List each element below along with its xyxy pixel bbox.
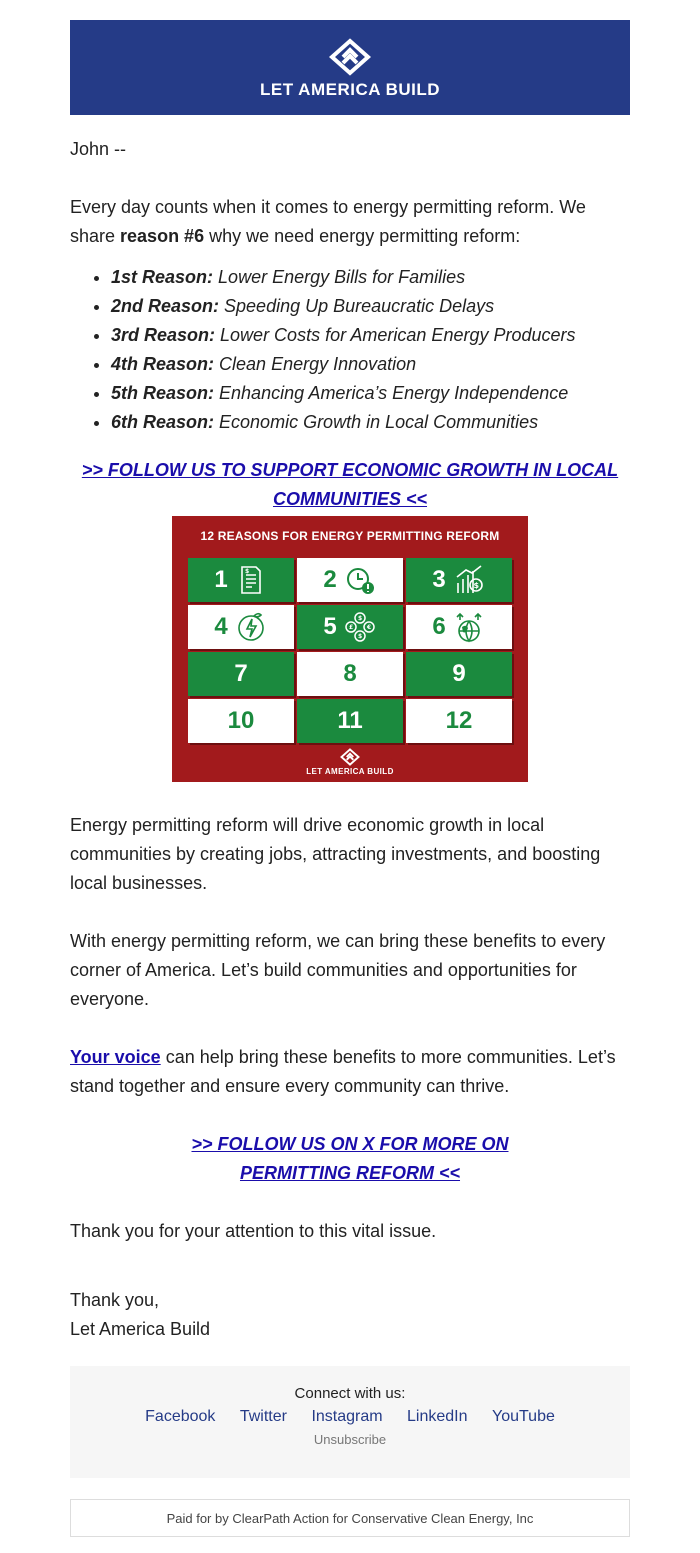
cell-number: 2 (323, 566, 337, 593)
greeting: John -- (70, 139, 127, 159)
linkedin-link[interactable]: LinkedIn (407, 1408, 468, 1425)
footer (70, 1366, 630, 1478)
paragraph-benefits: With energy permitting reform, we can bring these benefits to every corner of America. Let’s build communities and opportunities for everyone. (70, 931, 606, 1009)
svg-text:$: $ (473, 581, 479, 590)
reason-text: Lower Costs for American Energy Producers (215, 325, 576, 345)
twitter-link[interactable]: Twitter (239, 1408, 287, 1425)
infographic-cell (406, 605, 512, 649)
paragraph-economic-growth: Energy permitting reform will drive economic growth in local communities by creating jobs, attracting investments, and boosting local businesses. (70, 815, 601, 893)
reason-text: Clean Energy Innovation (214, 354, 417, 374)
list-item (111, 292, 630, 321)
reason-label: 1st Reason: (111, 267, 214, 287)
intro-bold: reason #6 (120, 226, 205, 246)
facebook-link[interactable]: Facebook (145, 1408, 216, 1425)
reason-text: Speeding Up Bureaucratic Delays (219, 296, 495, 316)
currency-coins-icon (343, 610, 377, 644)
reason-label: 2nd Reason: (111, 296, 220, 316)
reason-text: Enhancing America’s Energy Independence (214, 383, 569, 403)
signoff-line1: Thank you, (70, 1290, 160, 1310)
growth-chart-icon (452, 563, 486, 597)
header-brand: LET AMERICA BUILD (259, 79, 441, 99)
intro-paragraph (70, 193, 630, 251)
intro-text-before: Every day counts when it comes to energy permitting reform. We share (70, 197, 586, 246)
closing-text: Thank you for your attention to this vital issue. (70, 1221, 437, 1241)
cell-number: 11 (337, 707, 363, 734)
bill-document-icon (234, 563, 268, 597)
svg-text:$: $ (357, 615, 362, 622)
infographic-cell (406, 558, 512, 602)
infographic-cell (406, 652, 512, 696)
cell-number: 6 (432, 613, 446, 640)
reason-label: 5th Reason: (111, 383, 215, 403)
reason-label: 4th Reason: (111, 354, 215, 374)
reason-label: 3rd Reason: (111, 325, 216, 345)
paid-for-disclaimer: Paid for by ClearPath Action for Conservative Clean Energy, Inc (70, 1499, 630, 1537)
email-body (70, 20, 630, 1537)
cell-number: 1 (214, 566, 228, 593)
reasons-infographic[interactable] (172, 516, 528, 782)
infographic-title: 12 REASONS FOR ENERGY PERMITTING REFORM (200, 529, 500, 543)
infographic-cell (188, 652, 294, 696)
youtube-link[interactable]: YouTube (491, 1408, 555, 1425)
header-banner (70, 20, 630, 115)
your-voice-link[interactable]: Your voice (70, 1047, 161, 1067)
infographic-cell (297, 652, 403, 696)
list-item (111, 321, 630, 350)
signoff (70, 1286, 630, 1344)
your-voice-text: can help bring these benefits to more communities. Let’s stand together and ensure every community can thrive. (70, 1047, 616, 1096)
list-item (111, 350, 630, 379)
svg-text:£: £ (348, 624, 353, 631)
follow-x-line1: >> FOLLOW US ON X FOR MORE ON (191, 1134, 509, 1154)
instagram-link[interactable]: Instagram (311, 1408, 383, 1425)
cell-number: 12 (445, 707, 473, 734)
svg-text:$: $ (244, 568, 249, 575)
social-links (70, 1408, 630, 1426)
globe-growth-icon (452, 610, 486, 644)
clean-energy-icon (234, 610, 268, 644)
infographic-cell (406, 699, 512, 743)
infographic-cell (297, 558, 403, 602)
clock-alert-icon (343, 563, 377, 597)
reasons-list (70, 263, 630, 437)
reason-label: 6th Reason: (111, 412, 215, 432)
infographic-cell (188, 605, 294, 649)
unsubscribe-link[interactable]: Unsubscribe (313, 1432, 387, 1447)
cell-number: 4 (214, 613, 228, 640)
intro-text-after: why we need energy permitting reform: (204, 226, 521, 246)
cell-number: 8 (343, 660, 357, 687)
signoff-line2: Let America Build (70, 1319, 211, 1339)
list-item (111, 379, 630, 408)
diamond-logo-icon (339, 748, 361, 766)
cell-number: 7 (234, 660, 248, 687)
reason-text: Economic Growth in Local Communities (214, 412, 539, 432)
cell-number: 10 (227, 707, 255, 734)
list-item (111, 263, 630, 292)
infographic-grid (188, 558, 512, 746)
infographic-cell (297, 699, 403, 743)
infographic-logo (172, 748, 528, 776)
cell-number: 3 (432, 566, 446, 593)
infographic-cell (188, 558, 294, 602)
paragraph-your-voice (70, 1043, 630, 1101)
svg-text:€: € (366, 624, 371, 631)
svg-text:$: $ (357, 633, 362, 640)
infographic-cell (297, 605, 403, 649)
cell-number: 5 (323, 613, 337, 640)
cell-number: 9 (452, 660, 466, 687)
follow-x-line2: PERMITTING REFORM << (239, 1163, 461, 1183)
reason-text: Lower Energy Bills for Families (213, 267, 466, 287)
follow-support-link[interactable]: >> FOLLOW US TO SUPPORT ECONOMIC GROWTH IN LOCAL COMMUNITIES << (81, 460, 619, 509)
connect-label: Connect with us: (294, 1385, 406, 1402)
diamond-logo-icon (327, 38, 373, 76)
infographic-cell (188, 699, 294, 743)
follow-x-link-block (70, 1130, 630, 1188)
infographic-brand: LET AMERICA BUILD (306, 767, 394, 776)
list-item (111, 408, 630, 437)
follow-x-link[interactable] (70, 1130, 630, 1188)
